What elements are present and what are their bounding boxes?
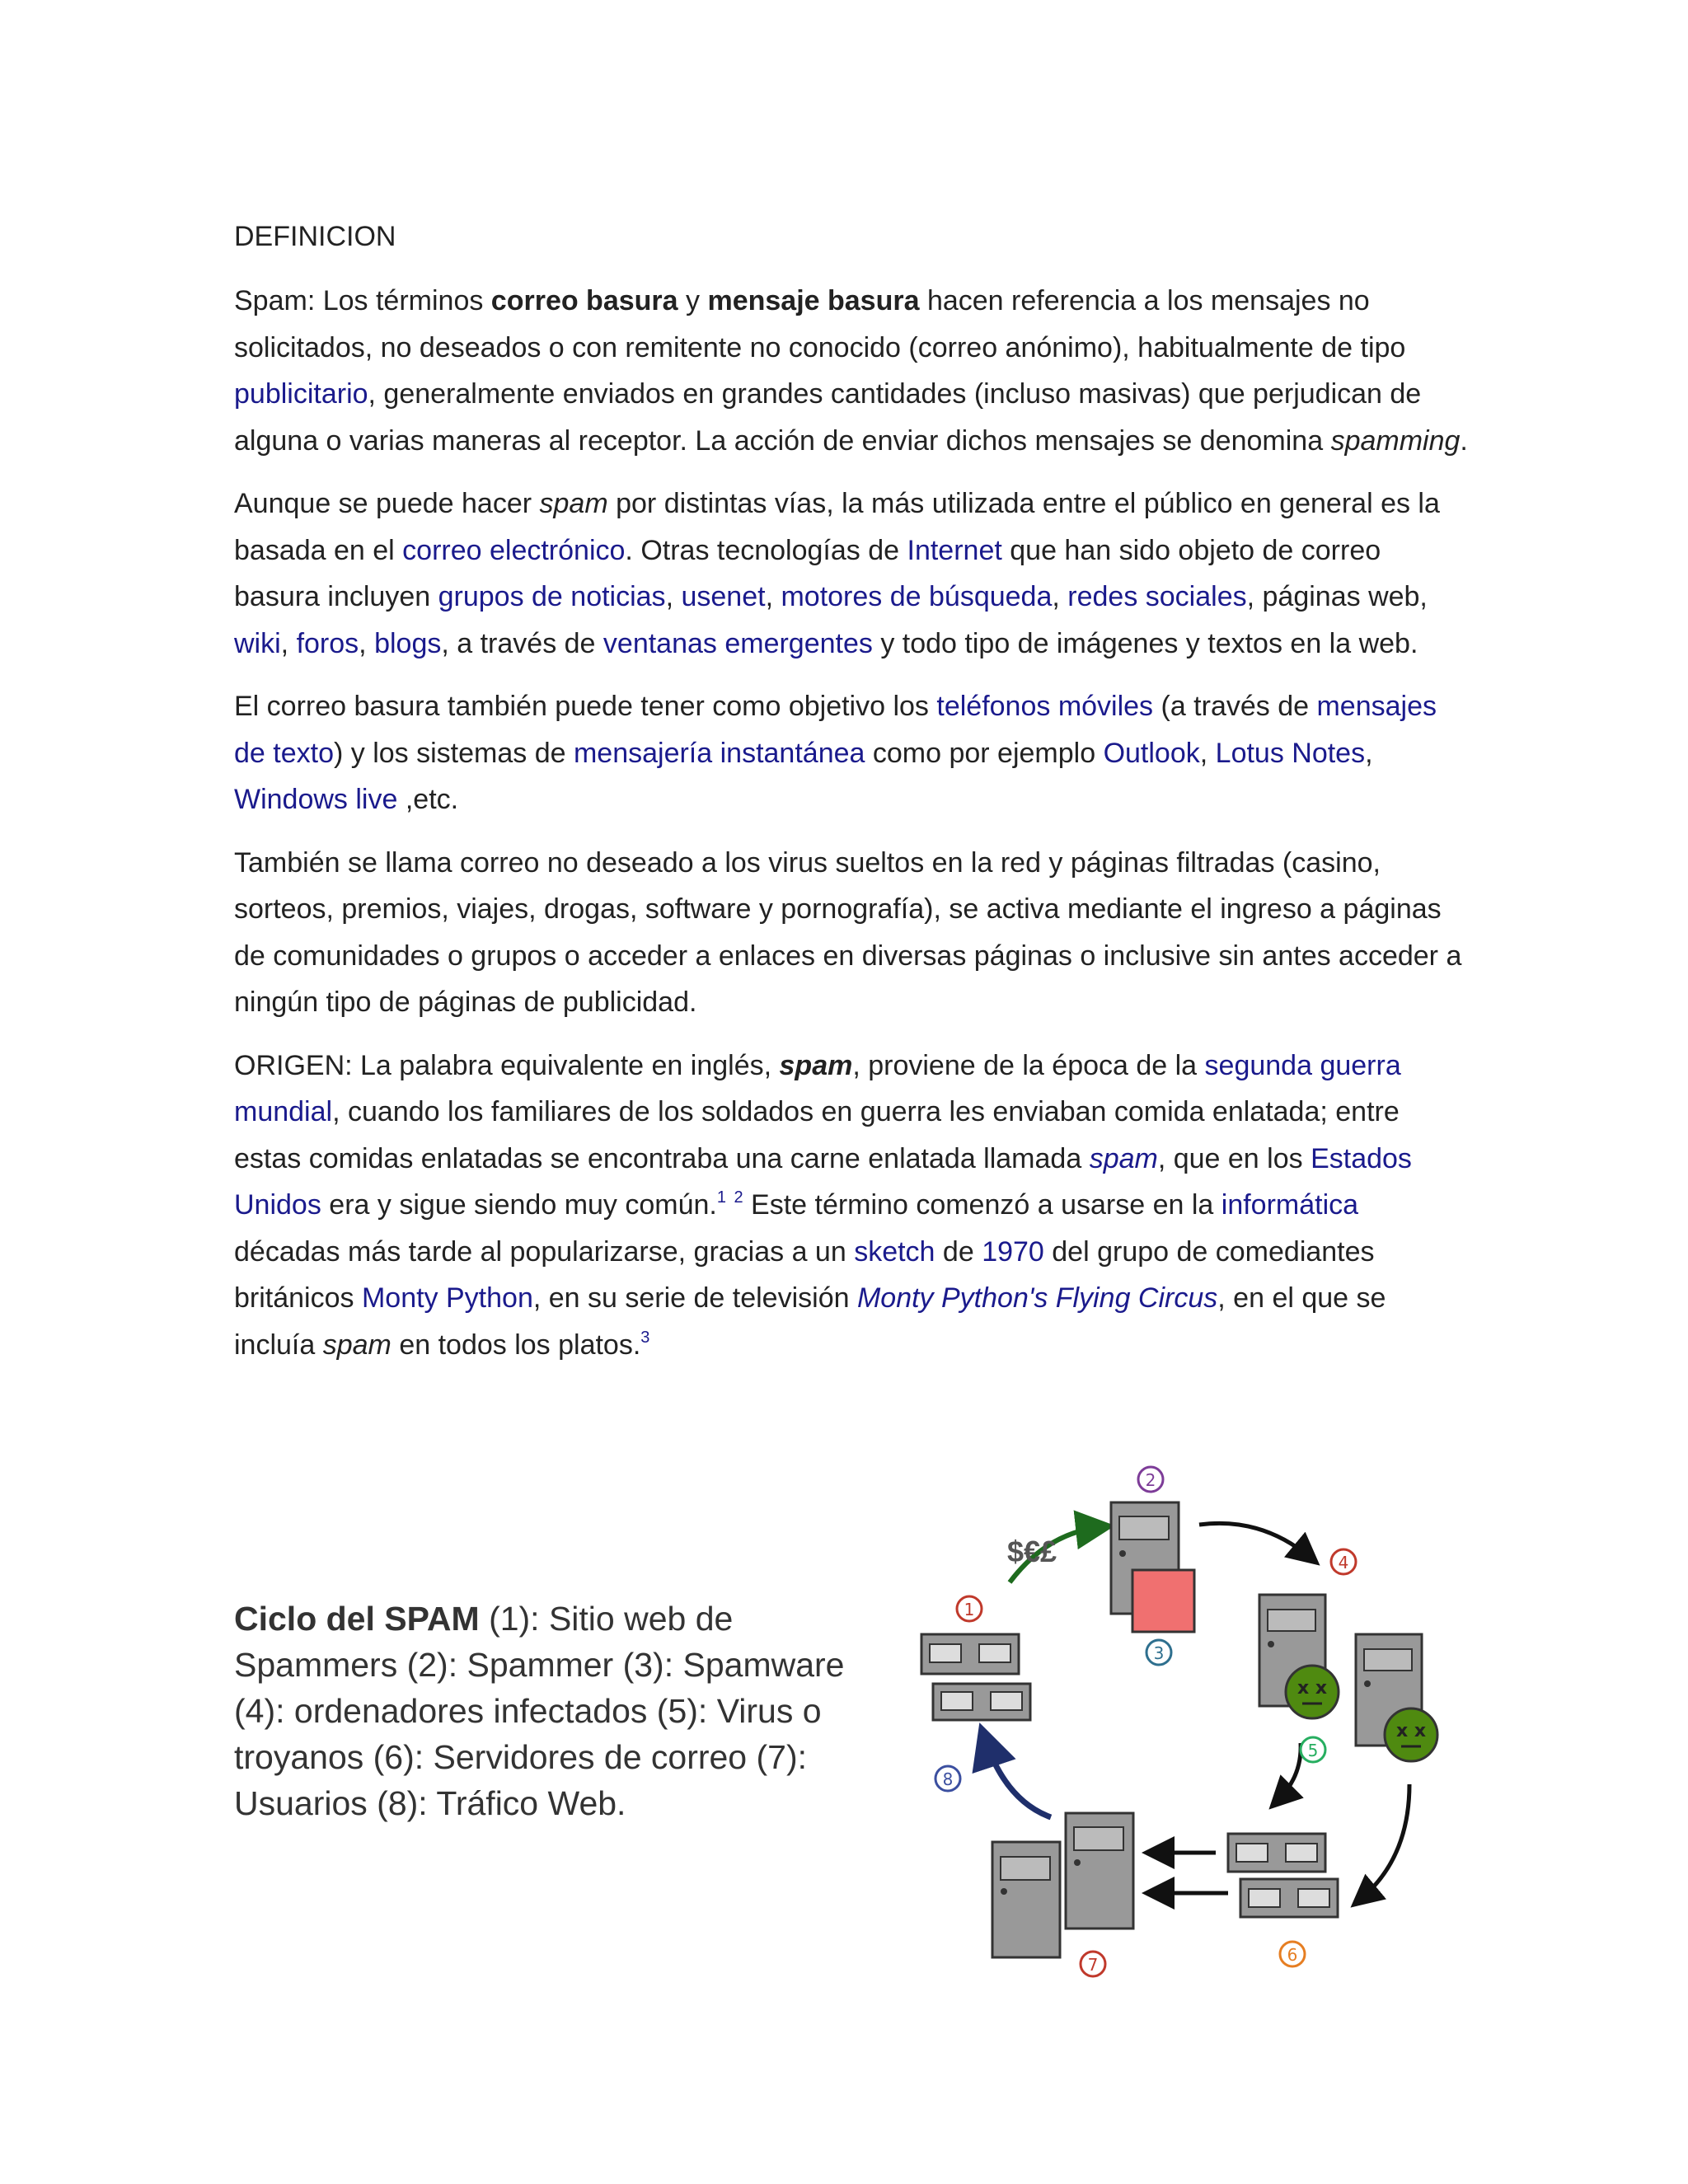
link-ventanas-emergentes[interactable]: ventanas emergentes xyxy=(603,627,873,659)
text: en todos los platos. xyxy=(391,1329,641,1361)
svg-text:8: 8 xyxy=(942,1769,954,1789)
link-outlook[interactable]: Outlook xyxy=(1103,737,1200,769)
arrow-infected-to-mailservers xyxy=(1360,1784,1409,1900)
text: , páginas web, xyxy=(1246,581,1428,612)
link-telefonos-moviles[interactable]: teléfonos móviles xyxy=(936,691,1154,722)
link-mensajes-de-texto[interactable]: mensajes de texto xyxy=(234,691,1437,769)
text: que han sido objeto de correo basura incluyen xyxy=(234,534,1381,612)
text: , xyxy=(1365,737,1373,769)
marker-5 xyxy=(1301,1737,1325,1762)
text: (a través de xyxy=(1153,691,1317,722)
infected-computer-2 xyxy=(1356,1634,1437,1761)
money-label: $€£ xyxy=(1007,1535,1057,1568)
text: , xyxy=(359,627,375,659)
link-estados-unidos[interactable]: Estados Unidos xyxy=(234,1142,1412,1221)
link-correo-electronico[interactable]: correo electrónico xyxy=(402,534,626,566)
spamware-box xyxy=(1132,1570,1194,1632)
text: , xyxy=(1199,737,1216,769)
link-sketch[interactable]: sketch xyxy=(854,1235,935,1268)
text: ) y los sistemas de xyxy=(333,737,574,769)
text: . xyxy=(1460,424,1468,457)
term-spam-bold: spam xyxy=(779,1049,853,1081)
section-heading-definicion: DEFINICION xyxy=(234,221,396,252)
link-lotus-notes[interactable]: Lotus Notes xyxy=(1215,737,1366,769)
text: También se llama correo no deseado a los virus sueltos en la red y páginas filtradas (casino, sorteos, premios, viajes, drogas, software y pornografía), se activa mediante el ingreso a páginas de comunidades o grupos o acceder a enlaces en diversas páginas o inclusive sin antes acceder a ningún tipo de páginas de publicidad. xyxy=(234,846,1462,1018)
user-computers xyxy=(992,1813,1133,1957)
footnote-ref-1[interactable]: 1 xyxy=(716,1188,726,1207)
text: , cuando los familiares de los soldados en guerra les enviaban comida enlatada; entre estas comidas enlatadas se encontraba una carne enlatada llamada xyxy=(234,1096,1400,1174)
marker-8 xyxy=(935,1766,960,1791)
text: décadas más tarde al popularizarse, gracias a un xyxy=(234,1235,855,1268)
svg-text:7: 7 xyxy=(1087,1955,1099,1975)
text: Este término comenzó a usarse en la xyxy=(743,1189,1221,1221)
link-wiki[interactable]: wiki xyxy=(234,627,281,659)
link-mensajeria-instantanea[interactable]: mensajería instantánea xyxy=(573,737,865,769)
text: . Otras tecnologías de xyxy=(625,534,907,566)
text: , xyxy=(1052,581,1068,612)
term-spam: spam xyxy=(539,488,608,519)
text: , en su serie de televisión xyxy=(532,1282,857,1314)
footnote-ref-3[interactable]: 3 xyxy=(640,1328,650,1347)
link-windows-live[interactable]: Windows live xyxy=(234,784,398,815)
text: , xyxy=(765,581,781,612)
marker-7 xyxy=(1081,1952,1105,1976)
svg-text:4: 4 xyxy=(1338,1553,1349,1572)
text: , xyxy=(665,581,682,612)
link-1970[interactable]: 1970 xyxy=(982,1235,1044,1268)
link-spam[interactable]: spam xyxy=(1089,1142,1158,1174)
link-grupos-de-noticias[interactable]: grupos de noticias xyxy=(438,581,666,612)
link-internet[interactable]: Internet xyxy=(907,534,1002,566)
marker-2 xyxy=(1138,1467,1163,1492)
link-segunda-guerra-mundial[interactable]: segunda guerra mundial xyxy=(234,1049,1401,1127)
link-redes-sociales[interactable]: redes sociales xyxy=(1067,581,1247,612)
link-motores-de-busqueda[interactable]: motores de búsqueda xyxy=(781,581,1053,612)
paragraph-origen xyxy=(234,1043,1470,1369)
diagram-caption xyxy=(234,1596,860,1826)
svg-text:x x: x x xyxy=(1396,1721,1427,1741)
infected-computer-1 xyxy=(1259,1595,1339,1718)
svg-text:5: 5 xyxy=(1307,1741,1319,1760)
text: , en el que se incluía xyxy=(234,1282,1386,1361)
term-spamming: spamming xyxy=(1330,424,1461,457)
term-correo-basura: correo basura xyxy=(490,285,678,316)
svg-text:2: 2 xyxy=(1145,1470,1156,1490)
text: de xyxy=(935,1235,982,1268)
text: , a través de xyxy=(441,627,603,659)
text: ORIGEN: La palabra equivalente en inglés, xyxy=(234,1049,780,1081)
link-monty-python[interactable]: Monty Python xyxy=(361,1282,533,1314)
text: El correo basura también puede tener como objetivo los xyxy=(234,691,937,722)
spam-cycle-diagram xyxy=(907,1455,1451,1999)
spammer-website-servers xyxy=(921,1634,1030,1720)
text: era y sigue siendo muy común. xyxy=(321,1189,717,1221)
link-flying-circus[interactable]: Monty Python's Flying Circus xyxy=(856,1282,1218,1314)
text: y xyxy=(678,285,708,316)
mail-servers xyxy=(1228,1834,1338,1917)
link-blogs[interactable]: blogs xyxy=(374,627,442,659)
paragraph-spam-channels xyxy=(234,480,1470,667)
link-informatica[interactable]: informática xyxy=(1221,1189,1359,1221)
text: , xyxy=(280,627,297,659)
text: como por ejemplo xyxy=(865,737,1104,769)
svg-text:1: 1 xyxy=(964,1600,975,1619)
text: hacen referencia a los mensajes no solicitados, no deseados o con remitente no conocido (correo anónimo), habitualmente de tipo xyxy=(234,285,1406,363)
svg-text:6: 6 xyxy=(1287,1945,1298,1965)
marker-4 xyxy=(1331,1549,1356,1574)
paragraph-spam-mobile xyxy=(234,683,1470,823)
text: Spam: Los términos xyxy=(234,285,491,316)
marker-6 xyxy=(1280,1942,1305,1966)
text: , que en los xyxy=(1157,1142,1311,1174)
arrow-virus-to-mailservers xyxy=(1278,1743,1301,1801)
term-spam: spam xyxy=(322,1329,392,1361)
link-usenet[interactable]: usenet xyxy=(681,581,766,612)
term-mensaje-basura: mensaje basura xyxy=(707,285,920,316)
document-body xyxy=(234,221,1470,1385)
text: por distintas vías, la más utilizada entre el público en general es la basada en el xyxy=(234,488,1440,566)
paragraph-spam-definition xyxy=(234,278,1470,464)
text: , generalmente enviados en grandes cantidades (incluso masivas) que perjudican de alguna o varias maneras al receptor. La acción de enviar dichos mensajes se denomina xyxy=(234,378,1422,457)
text: del grupo de comediantes británicos xyxy=(234,1235,1375,1314)
paragraph-spam-virus xyxy=(234,840,1470,1026)
svg-text:x x: x x xyxy=(1297,1678,1328,1699)
caption-text: (1): Sitio web de Spammers (2): Spammer (3): Spamware (4): ordenadores infectados (5): Virus o troyanos (6): Servidores de correo (7): Usuarios (8): Tráfico Web. xyxy=(234,1600,845,1822)
text: Aunque se puede hacer xyxy=(234,488,540,519)
footnote-ref-2[interactable]: 2 xyxy=(734,1188,743,1207)
arrow-spammer-to-infected xyxy=(1199,1523,1311,1558)
marker-3 xyxy=(1146,1640,1171,1665)
link-foros[interactable]: foros xyxy=(296,627,359,659)
marker-1 xyxy=(957,1596,982,1621)
text: y todo tipo de imágenes y textos en la web. xyxy=(872,627,1418,659)
caption-title: Ciclo del SPAM xyxy=(234,1600,480,1638)
svg-text:3: 3 xyxy=(1153,1643,1165,1663)
link-publicitario[interactable]: publicitario xyxy=(234,378,368,410)
text: , proviene de la época de la xyxy=(852,1049,1205,1081)
traffic-arrow xyxy=(985,1739,1051,1817)
text: ,etc. xyxy=(397,784,459,815)
